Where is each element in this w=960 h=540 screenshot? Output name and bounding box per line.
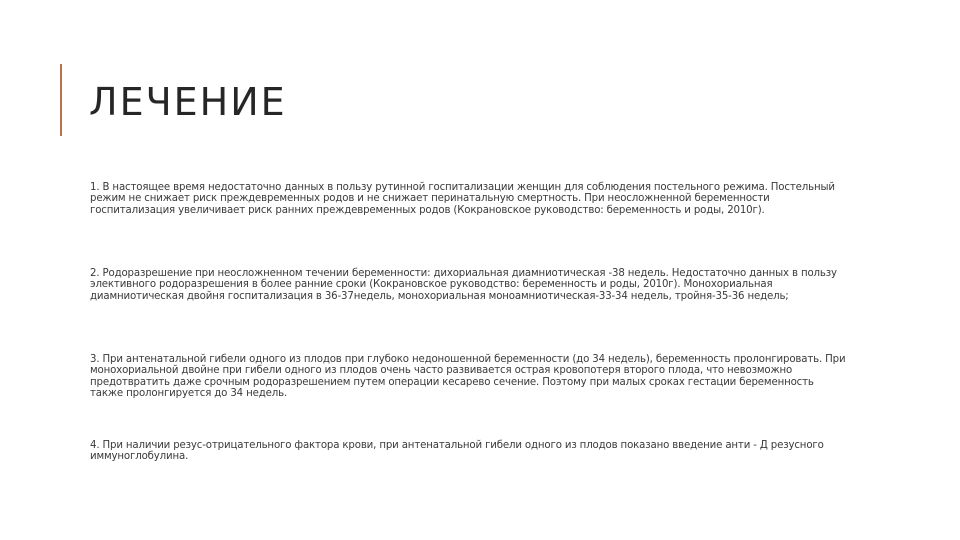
paragraph-1: 1. В настоящее время недостаточно данных в пользу рутинной госпитализации женщин для соблюдения постельного режима. Постельный режим не снижает риск преждевременных родов и не снижает перинатальную смертность. При неосложненной беременности госпитализация увеличивает риск ранних преждевременных родов (Кокрановское руководство: беременность и роды, 2010г). xyxy=(90,182,835,216)
paragraph-3: 3. При антенатальной гибели одного из плодов при глубоко недоношенной беременности (до 34 недель), беременность пролонгировать. При монохориальной двойне при гибели одного из плодов очень часто развивается острая кровопотеря второго плода, что невозможно предотвратить даже срочным родоразрешением путем операции кесарево сечение. Поэтому при малых сроках гестации беременность также пролонгируется до 34 недель. xyxy=(90,354,846,400)
title-accent-bar xyxy=(60,64,62,136)
slide-title: ЛЕЧЕНИЕ xyxy=(89,80,287,124)
paragraph-2: 2. Родоразрешение при неосложненном течении беременности: дихориальная диамниотическая -38 недель. Недостаточно данных в пользу элективного родоразрешения в более ранние сроки (Кокрановское руководство: беременность и роды, 2010г). Монохориальная диамниотическая двойня госпитализация в 36-37недель, монохориальная моноамниотическая-33-34 недель, тройня-35-36 недель; xyxy=(90,268,837,302)
paragraph-4: 4. При наличии резус-отрицательного фактора крови, при антенатальной гибели одного из плодов показано введение анти - Д резусного иммуноглобулина. xyxy=(90,440,824,463)
